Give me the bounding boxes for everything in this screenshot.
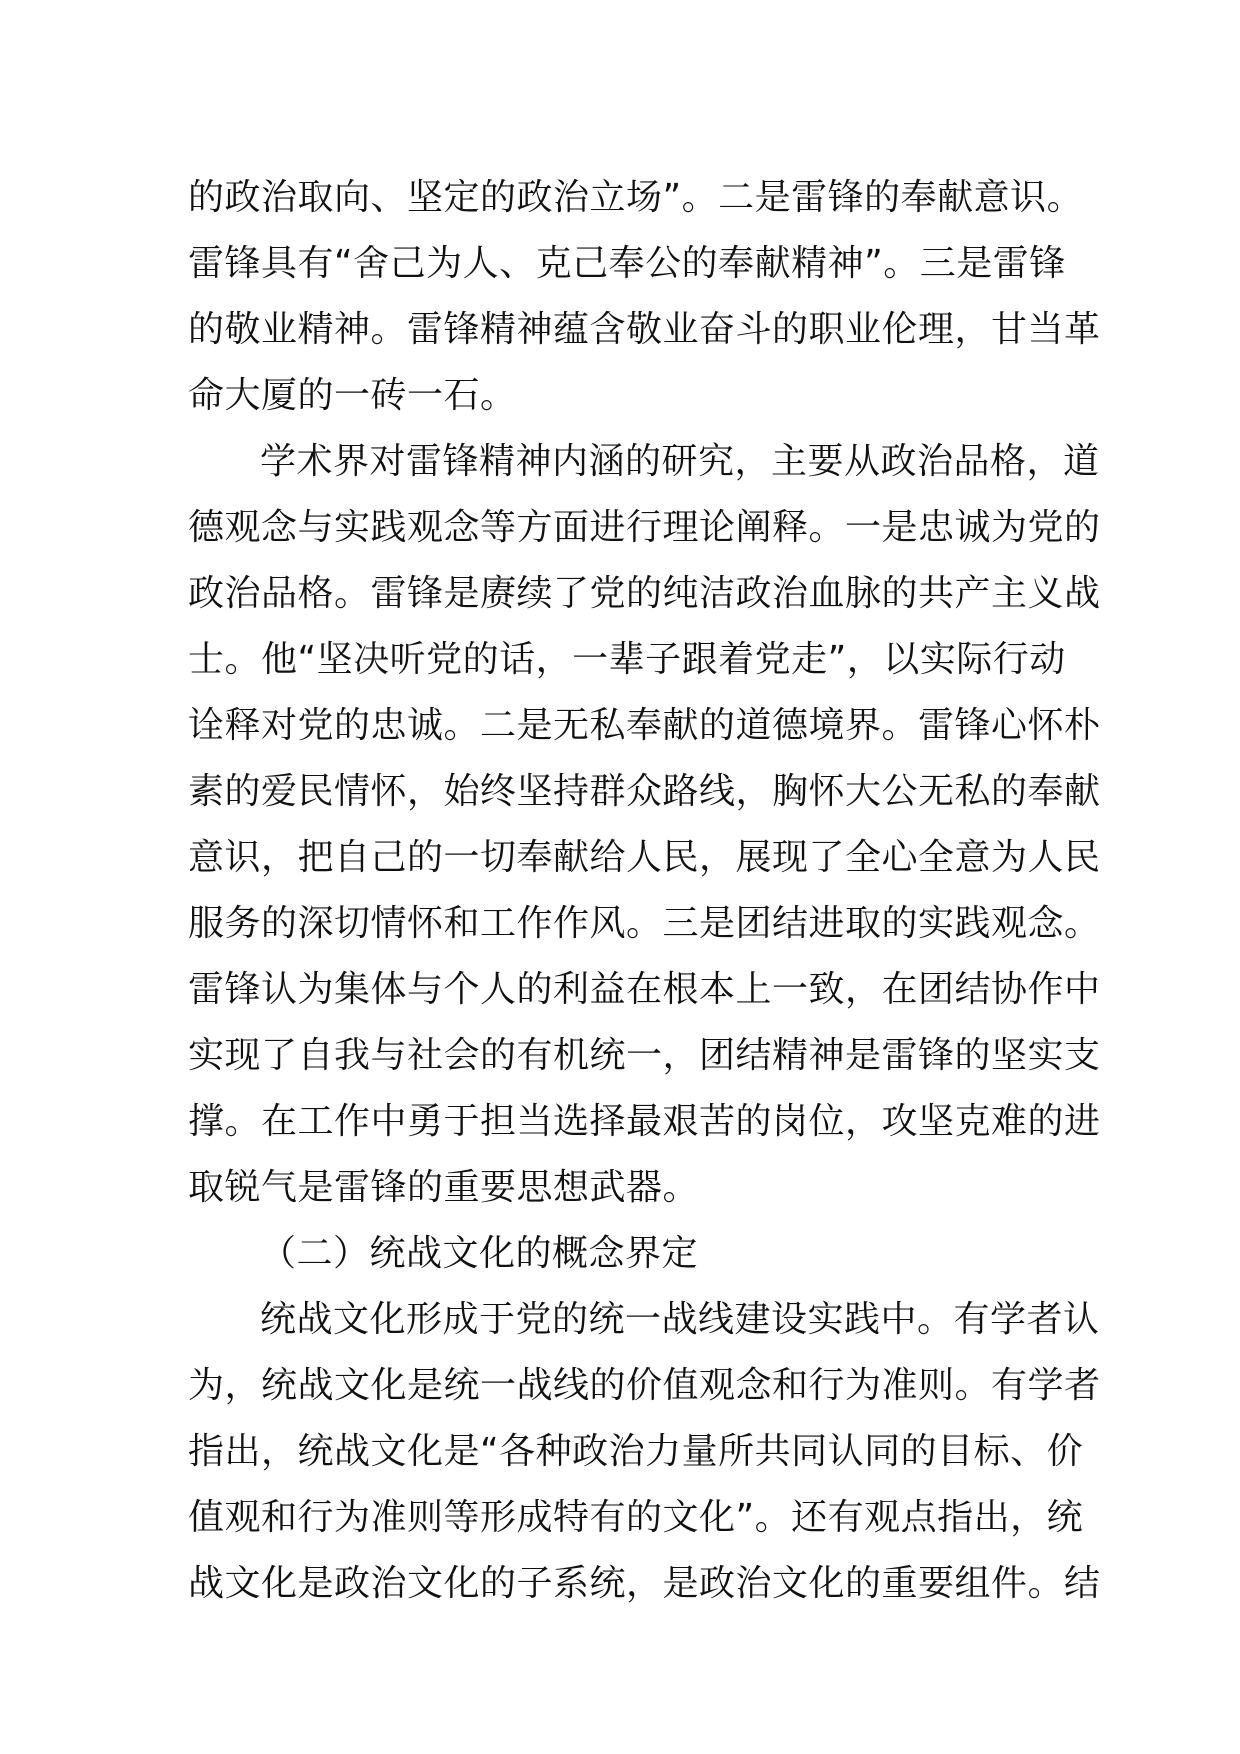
text-line: 诠释对党的忠诚。二是无私奉献的道德境界。雷锋心怀朴	[188, 705, 1101, 746]
text-line: 德观念与实践观念等方面进行理论阐释。一是忠诚为党的	[188, 507, 1101, 548]
text-line: 取锐气是雷锋的重要思想武器。	[188, 1167, 700, 1208]
paragraph-first-line: 学术界对雷锋精神内涵的研究，主要从政治品格，道	[260, 441, 1100, 482]
body-text	[188, 165, 1101, 1617]
text-line: 士。他“坚决听党的话，一辈子跟着党走”，以实际行动	[188, 639, 1066, 680]
text-line: 政治品格。雷锋是赓续了党的纯洁政治血脉的共产主义战	[188, 573, 1101, 614]
text-line: 素的爱民情怀，始终坚持群众路线，胸怀大公无私的奉献	[188, 771, 1101, 812]
text-line: 撑。在工作中勇于担当选择最艰苦的岗位，攻坚克难的进	[188, 1101, 1101, 1142]
text-line: 雷锋认为集体与个人的利益在根本上一致，在团结协作中	[188, 969, 1101, 1010]
text-line: 雷锋具有“舍己为人、克己奉公的奉献精神”。三是雷锋	[188, 243, 1066, 284]
text-line: 服务的深切情怀和工作作风。三是团结进取的实践观念。	[188, 903, 1101, 944]
text-line: 的敬业精神。雷锋精神蕴含敬业奋斗的职业伦理，甘当革	[188, 309, 1101, 350]
paragraph-first-line: 统战文化形成于党的统一战线建设实践中。有学者认	[260, 1299, 1100, 1340]
text-line: 实现了自我与社会的有机统一，团结精神是雷锋的坚实支	[188, 1035, 1101, 1076]
text-line: 战文化是政治文化的子系统，是政治文化的重要组件。结	[188, 1563, 1101, 1604]
text-line: 指出，统战文化是“各种政治力量所共同认同的目标、价	[188, 1431, 1084, 1472]
text-line: 意识，把自己的一切奉献给人民，展现了全心全意为人民	[188, 837, 1101, 878]
text-line: 为，统战文化是统一战线的价值观念和行为准则。有学者	[188, 1365, 1101, 1406]
text-line: 命大厦的一砖一石。	[188, 375, 517, 416]
text-line: 值观和行为准则等形成特有的文化”。还有观点指出，统	[188, 1497, 1084, 1538]
section-heading: （二）统战文化的概念界定	[260, 1233, 699, 1274]
text-line: 的政治取向、坚定的政治立场”。二是雷锋的奉献意识。	[188, 177, 1084, 218]
